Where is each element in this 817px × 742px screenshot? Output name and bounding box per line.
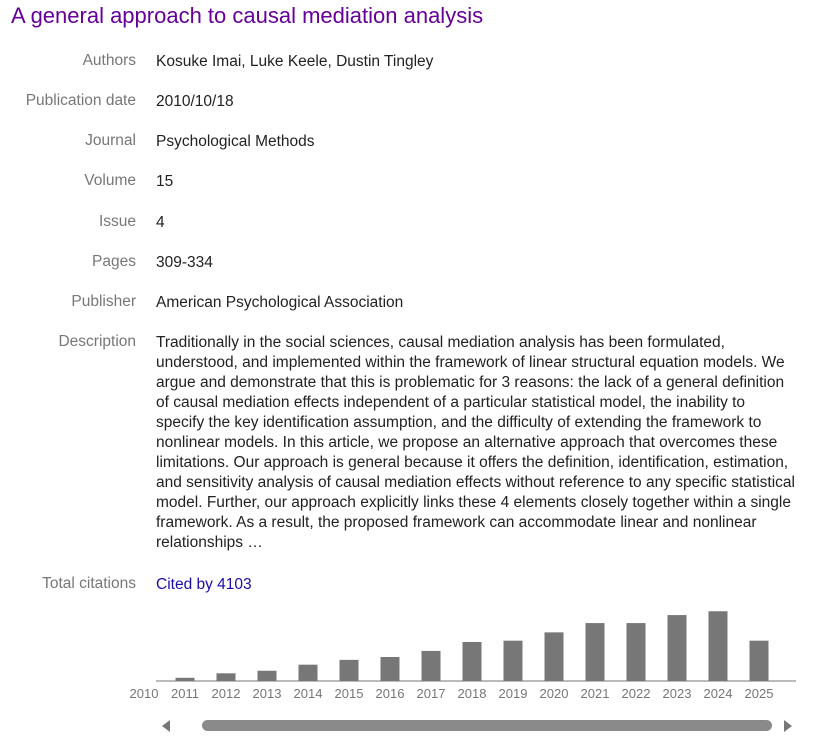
bar-2017[interactable]: [422, 651, 441, 681]
pages-label: Pages: [92, 253, 136, 270]
article-title[interactable]: A general approach to causal mediation analysis: [11, 3, 484, 28]
issue-label: Issue: [98, 213, 136, 230]
tick-label-2017: 2017: [416, 686, 446, 701]
volume-label: Volume: [84, 172, 136, 189]
publication-date-label: Publication date: [25, 92, 136, 109]
tick-label-2015: 2015: [334, 686, 364, 701]
pages-value: 309-334: [156, 254, 213, 271]
chart-scrollbar[interactable]: [156, 717, 796, 733]
bar-2012[interactable]: [217, 673, 236, 681]
volume-value: 15: [156, 173, 174, 190]
journal-value: Psychological Methods: [156, 133, 315, 150]
tick-label-2016: 2016: [375, 686, 405, 701]
bar-2014[interactable]: [299, 665, 318, 681]
issue-value: 4: [156, 214, 165, 231]
bar-2022[interactable]: [627, 623, 646, 681]
description-label: Description: [58, 333, 136, 350]
bar-2016[interactable]: [381, 657, 400, 681]
tick-label-2010: 2010: [129, 686, 159, 701]
bar-2023[interactable]: [668, 615, 687, 681]
tick-label-2018: 2018: [457, 686, 487, 701]
tick-label-2014: 2014: [293, 686, 323, 701]
journal-label: Journal: [85, 132, 136, 149]
tick-label-2020: 2020: [539, 686, 569, 701]
publisher-label: Publisher: [71, 293, 136, 310]
tick-label-2013: 2013: [252, 686, 282, 701]
description-value: Traditionally in the social sciences, causal mediation analysis has been formulated, understood, and implemented within the framework of linear structural equation models. We argue and demonstrate that this is problematic for 3 reasons: the lack of a general definition of causal mediation effects independent of a particular statistical model, the inability to specify the key identification assumption, and the difficulty of extending the framework to nonlinear models. In this article, we propose an alternative approach that overcomes these limitations. Our approach is general because it offers the definition, identification, estimation, and sensitivity analysis of causal mediation effects without reference to any specific statistical model. Further, our approach explicitly links these 4 elements closely together within a single framework. As a result, the proposed framework can accommodate linear and nonlinear relationships …: [156, 334, 795, 551]
bar-2025[interactable]: [750, 641, 769, 681]
bar-2015[interactable]: [340, 660, 359, 681]
scrollbar-thumb[interactable]: [202, 720, 772, 731]
total-citations-label: Total citations: [42, 575, 136, 592]
authors-value: Kosuke Imai, Luke Keele, Dustin Tingley: [156, 53, 434, 70]
publisher-value: American Psychological Association: [156, 294, 404, 311]
tick-label-2012: 2012: [211, 686, 241, 701]
tick-label-2022: 2022: [621, 686, 651, 701]
bar-2024[interactable]: [709, 611, 728, 681]
tick-label-2019: 2019: [498, 686, 528, 701]
citations-chart: [129, 600, 800, 706]
scroll-right-arrow-icon[interactable]: [784, 720, 792, 732]
bar-2013[interactable]: [258, 671, 277, 681]
tick-label-2011: 2011: [171, 686, 199, 701]
publication-date-value: 2010/10/18: [156, 93, 234, 110]
tick-label-2025: 2025: [744, 686, 774, 701]
cited-by-link[interactable]: Cited by 4103: [156, 576, 252, 593]
authors-label: Authors: [82, 52, 136, 69]
tick-label-2023: 2023: [662, 686, 692, 701]
tick-label-2024: 2024: [703, 686, 733, 701]
bar-2021[interactable]: [586, 623, 605, 681]
scroll-left-arrow-icon[interactable]: [162, 720, 170, 732]
bar-2019[interactable]: [504, 641, 523, 681]
tick-label-2021: 2021: [580, 686, 610, 701]
bar-2020[interactable]: [545, 632, 564, 681]
bar-2018[interactable]: [463, 642, 482, 681]
